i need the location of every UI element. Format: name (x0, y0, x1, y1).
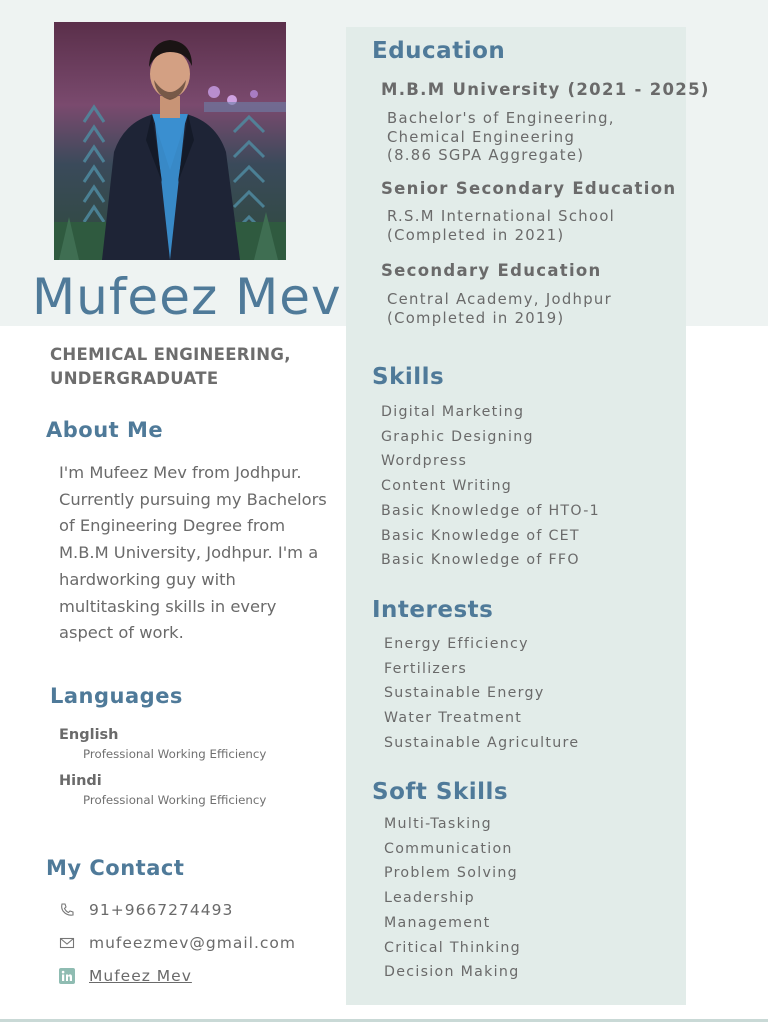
bottom-divider (0, 1019, 768, 1022)
phone-icon (59, 902, 75, 918)
soft-skill-item: Communication (384, 840, 513, 857)
language-level: Professional Working Efficiency (83, 793, 267, 807)
language-item (59, 727, 266, 761)
contact-linkedin[interactable] (59, 967, 192, 985)
soft-skill-item: Leadership (384, 890, 475, 907)
contact-heading: My Contact (46, 856, 185, 880)
linkedin-icon[interactable] (59, 968, 75, 984)
interests-list (384, 632, 579, 756)
languages-heading: Languages (50, 684, 183, 708)
language-item (59, 773, 266, 807)
language-name: English (59, 727, 119, 743)
interest-item: Sustainable Energy (384, 685, 545, 702)
education-heading: Education (372, 38, 506, 64)
education-entry-title: Senior Secondary Education (381, 179, 677, 198)
interests-heading: Interests (372, 597, 494, 623)
education-entry-title: Secondary Education (381, 261, 602, 280)
skill-item: Basic Knowledge of HTO-1 (381, 502, 600, 519)
education-entry-title: M.B.M University (2021 - 2025) (381, 80, 710, 99)
interest-item: Energy Efficiency (384, 636, 529, 652)
skill-item: Digital Marketing (381, 404, 525, 420)
about-heading: About Me (46, 418, 164, 442)
envelope-icon (59, 935, 75, 951)
job-title: CHEMICAL ENGINEERING, UNDERGRADUATE (50, 345, 291, 388)
skill-item: Content Writing (381, 478, 513, 495)
skill-item: Wordpress (381, 453, 468, 470)
person-name: Mufeez Mev (32, 268, 342, 326)
interest-item: Water Treatment (384, 710, 523, 727)
soft-skill-item: Multi-Tasking (384, 816, 492, 832)
skill-item: Basic Knowledge of FFO (381, 552, 580, 569)
soft-skill-item: Critical Thinking (384, 939, 521, 956)
email-address[interactable]: mufeezmev@gmail.com (89, 934, 296, 952)
language-level: Professional Working Efficiency (83, 747, 267, 761)
skill-item: Basic Knowledge of CET (381, 527, 580, 544)
profile-photo (54, 22, 286, 260)
education-entry-detail: R.S.M International School (Completed in 2021) (387, 208, 616, 244)
contact-email (59, 934, 296, 952)
education-entry-detail: Bachelor's of Engineering, Chemical Engineering (8.86 SGPA Aggregate) (387, 110, 615, 164)
soft-skills-heading: Soft Skills (372, 779, 509, 805)
language-name: Hindi (59, 773, 102, 789)
interest-item: Sustainable Agriculture (384, 734, 580, 751)
linkedin-link[interactable]: Mufeez Mev (89, 967, 192, 985)
soft-skills-list (384, 812, 521, 985)
soft-skill-item: Problem Solving (384, 865, 518, 882)
phone-number: 91+9667274493 (89, 901, 234, 919)
about-text: I'm Mufeez Mev from Jodhpur. Currently pursuing my Bachelors of Engineering Degree from M.B.M University, Jodhpur. I'm a hardworking guy with multitasking skills in every aspect of work. (59, 463, 327, 643)
skills-list (381, 400, 600, 573)
soft-skill-item: Management (384, 914, 491, 931)
skills-heading: Skills (372, 364, 445, 390)
education-entry-detail: Central Academy, Jodhpur (Completed in 2019) (387, 291, 612, 327)
contact-phone (59, 901, 233, 919)
skill-item: Graphic Designing (381, 428, 534, 445)
interest-item: Fertilizers (384, 660, 468, 677)
soft-skill-item: Decision Making (384, 964, 520, 981)
